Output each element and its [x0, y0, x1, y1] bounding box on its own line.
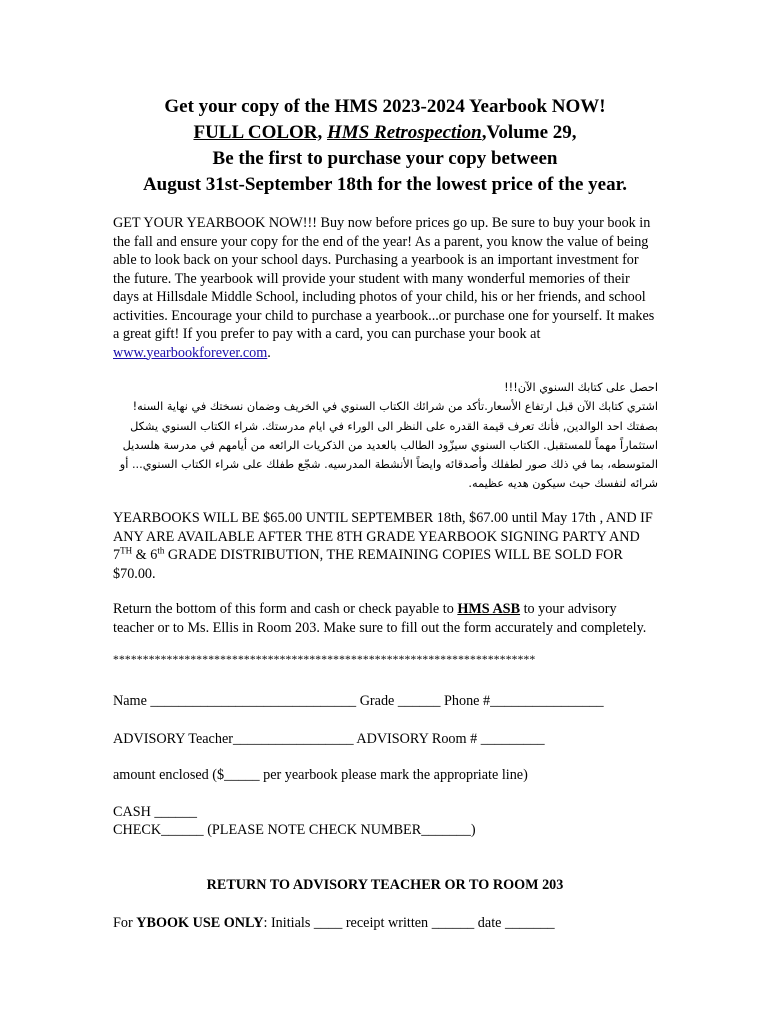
arabic-line-1: احصل على كتابك السنوي الآن!!!: [504, 381, 658, 394]
pricing-text-a: YEARBOOKS WILL BE $65.00 UNTIL SEPTEMBER 18th, $67.00 until May 17th , AND IF ANY ARE AVAILABLE AFTER THE 8TH GRADE YEARBOOK SIGNING PARTY AND 7: [113, 510, 653, 563]
return-to-heading: RETURN TO ADVISORY TEACHER OR TO ROOM 203: [206, 877, 564, 893]
arabic-line-6: شرائه لنفسك حيث سيكون هديه عظيمه.: [468, 477, 658, 491]
advisory-line[interactable]: ADVISORY Teacher_________________ ADVISORY Room # _________: [113, 731, 545, 747]
cut-line-divider: ***********************************************************************: [113, 654, 536, 666]
arabic-line-4: استثماراً مهماً للمستقبل. الكتاب السنوي سيزّود الطالب بالعديد من الذكريات الرائعه من أيامهم في مدرسة هلسديل: [122, 438, 658, 452]
title-line-3: Be the first to purchase your copy between: [212, 148, 558, 169]
arabic-paragraph: [110, 378, 658, 494]
arabic-line-2: اشتري كتابك الآن قبل ارتفاع الأسعار.تأكد من شرائك الكتاب السنوي في الخريف وضمان نسختك في نهاية السنه!: [132, 400, 658, 414]
office-prefix: For: [113, 915, 137, 931]
return-text-a: Return the bottom of this form and cash or check payable to: [113, 601, 458, 617]
amount-enclosed-line[interactable]: amount enclosed ($_____ per yearbook please mark the appropriate line): [113, 767, 528, 783]
intro-text: GET YOUR YEARBOOK NOW!!! Buy now before prices go up. Be sure to buy your book in the fall and ensure your copy for the end of the year! As a parent, you know the value of being able to look back on your school days. Purchasing a yearbook is an important investment for the future. The yearbook will provide your student with many wonderful memories of their days at Hillsdale Middle School, including photos of your child, his or her friends, and school activities. Encourage your child to purchase a yearbook...or purchase one for yourself. It makes a great gift! If you prefer to pay with a card, you can purchase your book at: [113, 215, 655, 342]
pricing-sup-th: TH: [120, 545, 133, 556]
arabic-line-3: بصفتك احد الوالدين, فأنك تعرف قيمة القدره على النظر الى الوراء في ايام مدرستك. شراء الكتاب السنوي يشكل: [130, 419, 658, 433]
name-grade-phone-line[interactable]: Name _____________________________ Grade ______ Phone #________________: [113, 693, 604, 709]
title-line-1: Get your copy of the HMS 2023-2024 Yearbook NOW!: [164, 96, 606, 117]
yearbook-name: HMS Retrospection: [327, 122, 482, 143]
office-bold: YBOOK USE ONLY: [136, 915, 264, 931]
full-color-label: FULL COLOR,: [193, 122, 323, 143]
title-line-2: [60, 120, 710, 146]
payee-name: HMS ASB: [457, 601, 521, 617]
office-use-line: [113, 914, 555, 932]
pricing-text-c: GRADE DISTRIBUTION, THE REMAINING COPIES WILL BE SOLD FOR $70.00.: [113, 547, 623, 582]
check-line[interactable]: CHECK______ (PLEASE NOTE CHECK NUMBER_______): [113, 822, 476, 838]
pricing-paragraph: [113, 509, 658, 583]
intro-end: .: [267, 344, 271, 361]
pricing-text-b: & 6: [132, 547, 158, 563]
title-line-4: August 31st-September 18th for the lowest price of the year.: [142, 174, 628, 195]
return-text-b: to your advisory teacher or to Ms. Ellis in Room 203. Make sure to fill out the form accurately and completely.: [113, 601, 647, 636]
pricing-sup-th-small: th: [157, 545, 165, 556]
office-rest: : Initials ____ receipt written ______ date _______: [263, 915, 555, 931]
intro-paragraph: [113, 214, 658, 362]
cash-line[interactable]: CASH ______: [113, 804, 197, 820]
return-instructions: [113, 600, 658, 637]
yearbookforever-link[interactable]: www.yearbookforever.com: [113, 344, 268, 361]
arabic-line-5: المتوسطه، بما في ذلك صور لطفلك وأصدقائه وايضاً الأنشطة المدرسيه. شجّع طفلك على شراء الكتاب السنوي... أو: [119, 458, 658, 472]
volume-label: ,Volume 29,: [481, 122, 577, 143]
